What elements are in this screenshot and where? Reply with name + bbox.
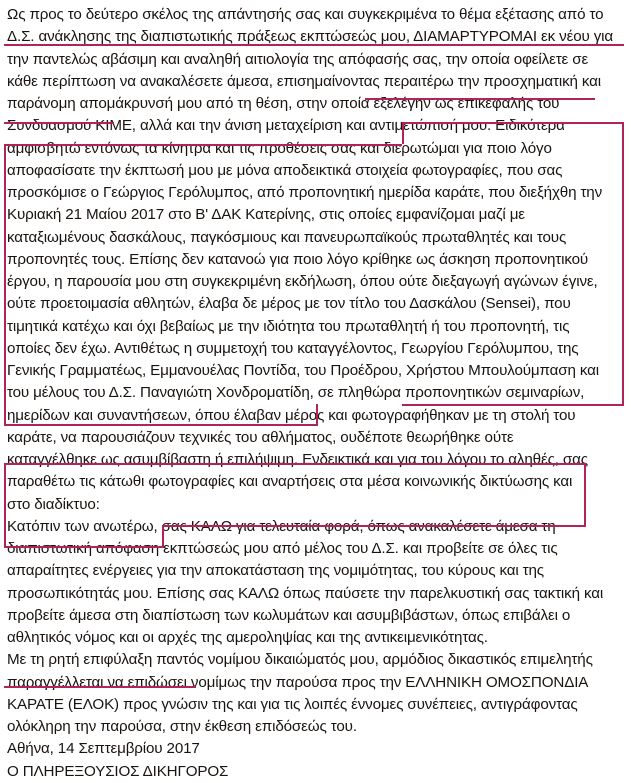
underline-annotation: [4, 686, 196, 688]
text-line: Κυριακή 21 Μαίου 2017 στο Β' ΔΑΚ Κατερίνης, στις οποίες εμφανίζομαι μαζί με: [7, 206, 525, 224]
text-line: παραγγέλλεται να επιδώσει νομίμως την παρούσα προς την ΕΛΛΗΝΙΚΗ ΟΜΟΣΠΟΝΔΙΑ: [7, 673, 589, 691]
text-line: καταξιωμένους δασκάλους, παγκόσμιους και πανευρωπαϊκούς πρωταθλητές και τους: [7, 228, 567, 246]
text-line: Γενικής Γραμματέως, Εμμανουέλας Ποντίδα, του Προέδρου, Χρήστου Μπουλούμπαση και: [7, 362, 599, 379]
text-line: παράνομη απομάκρυνσή μου από τη θέση, στην οποία εξελέγην ως επικεφαλής του: [7, 95, 560, 112]
text-line: ΚΑΡΑΤΕ (ΕΛΟΚ) προς γνώσιν της και για τις λοιπές έννομες συνέπειες, αντιγράφοντας: [7, 695, 578, 713]
highlight-box-annotation: [584, 463, 586, 525]
underline-annotation: [4, 122, 114, 124]
text-line: κάθε περίπτωση να ανακαλέσετε άμεσα, επισημαίνοντας περαιτέρω την προσχηματική και: [7, 72, 602, 90]
text-line: στο διαδίκτυο:: [7, 495, 100, 513]
text-line: αμφισβητώ εντόνως τα κίνητρα και τις προθέσεις σας και διερωτώμαι για ποιο λόγο: [7, 139, 552, 157]
text-line: οποίες δεν έχω. Αντιθέτως η συμμετοχή του καταγγέλοντος, Γεωργίου Γερόλυμπου, της: [7, 339, 579, 357]
text-line: Με τη ρητή επιφύλαξη παντός νομίμου δικαιώματός μου, αρμόδιος δικαστικός επιμελητής: [7, 651, 593, 669]
text-line: τιμητικά κατέχω και όχι βεβαίως με την ιδιότητα του πρωταθλητή ή του προπονητή, τις: [7, 317, 570, 335]
text-line: έργου, η παρουσία μου στη συγκεκριμένη εκδήλωση, όπου ούτε διεξαγωγή αγώνων έγινε,: [7, 273, 598, 290]
text-line: αποφασίσατε την έκπτωσή μου με μόνα αποδεικτικά στοιχεία φωτογραφίες, που σας: [7, 161, 563, 179]
text-line: απαραίτητες ενέργειες για την αποκατάσταση της νομιμότητας, του κύρους και της: [7, 562, 544, 580]
text-line: Κατόπιν των ανωτέρω, σας ΚΑΛΩ για τελευταία φορά, όπως ανακαλέσετε άμεσα τη: [7, 517, 556, 535]
text-line: διαπιστωτική απόφαση εκπτώσεώς μου από μέλος του Δ.Σ. και προβείτε σε όλες τις: [7, 540, 558, 557]
text-line: προσωπικότητάς μου. Επίσης σας ΚΑΛΩ όπως παύσετε την παρελκυστική σας τακτική και: [7, 584, 604, 602]
text-line: Συνδυασμού ΚΙΜΕ, αλλά και την άνιση μεταχείριση και αντιμετώπισή μου. Ειδικότερα: [7, 117, 565, 135]
text-line: Ο ΠΛΗΡΕΞΟΥΣΙΟΣ ΔΙΚΗΓΟΡΟΣ: [7, 762, 229, 780]
highlight-box-annotation: [622, 122, 624, 404]
underline-annotation: [365, 98, 595, 100]
text-line: ολόκληρη την παρούσα, στην έκθεση επιδόσεώς του.: [7, 718, 357, 735]
text-line: Ως προς το δεύτερο σκέλος της απάντησής σας και συγκεκριμένα το θέμα εξέτασης από το: [7, 6, 604, 23]
text-line: αθλητικός νόμος και οι αρχές της αμεροληψίας και της αντικειμενικότητας.: [7, 629, 488, 646]
text-line: προσκόμισε ο Γεώργιος Γερόλυμπος, από προπονητική ημερίδα καράτε, που διεξήχθη την: [7, 184, 603, 201]
text-line: Δ.Σ. ανάκλησης της διαπιστωτικής πράξεως εκπτώσεώς μου, ΔΙΑΜΑΡΤΥΡΟΜΑΙ εκ νέου για: [7, 28, 614, 46]
text-line: προβείτε άμεσα στη διαπίστωση των κωλυμάτων και ασυμβιβάστων, όπως επιβάλει ο: [7, 606, 571, 624]
highlight-box-annotation: [4, 144, 6, 424]
underline-annotation: [4, 44, 624, 46]
text-line: Αθήνα, 14 Σεπτεμβρίου 2017: [7, 740, 200, 758]
text-line: παραθέτω τις κάτωθι φωτογραφίες και αναρτήσεις στα μέσα κοινωνικής δικτύωσης και: [7, 473, 573, 491]
text-line: καταγγέλθηκε ως ασυμβίβαστη ή επιλήψιμη. Ενδεικτικά και για του λόγου το αληθές, σας: [7, 451, 588, 468]
text-line: καράτε, να παρουσιάζουν τεχνικές του αθλήματος, ουδέποτε θεωρήθηκε ούτε: [7, 428, 514, 446]
text-line: του μέλους του Δ.Σ. Παναγιώτη Χονδροματίδη, σε πληθώρα προπονητικών σεμιναρίων,: [7, 384, 585, 402]
highlight-box-annotation: [4, 463, 6, 547]
text-line: προπονητές τους. Επίσης δεν κατανοώ για ποιο λόγο κρίθηκε ως άσκηση προπονητικού: [7, 250, 589, 268]
text-line: ημερίδων και συναντήσεων, όπου έλαβαν μέρος και φωτογραφήθηκαν με τη στολή του: [7, 406, 576, 424]
text-line: ούτε προετοιμασία αθλητών, έλαβα δε μέρος με τον τίτλο του Δασκάλου (Sensei), που: [7, 295, 571, 313]
text-line: την παντελώς αβάσιμη και αναληθή αιτιολογία της απόφασής σας, την οποία οφείλετε σε: [7, 50, 589, 68]
